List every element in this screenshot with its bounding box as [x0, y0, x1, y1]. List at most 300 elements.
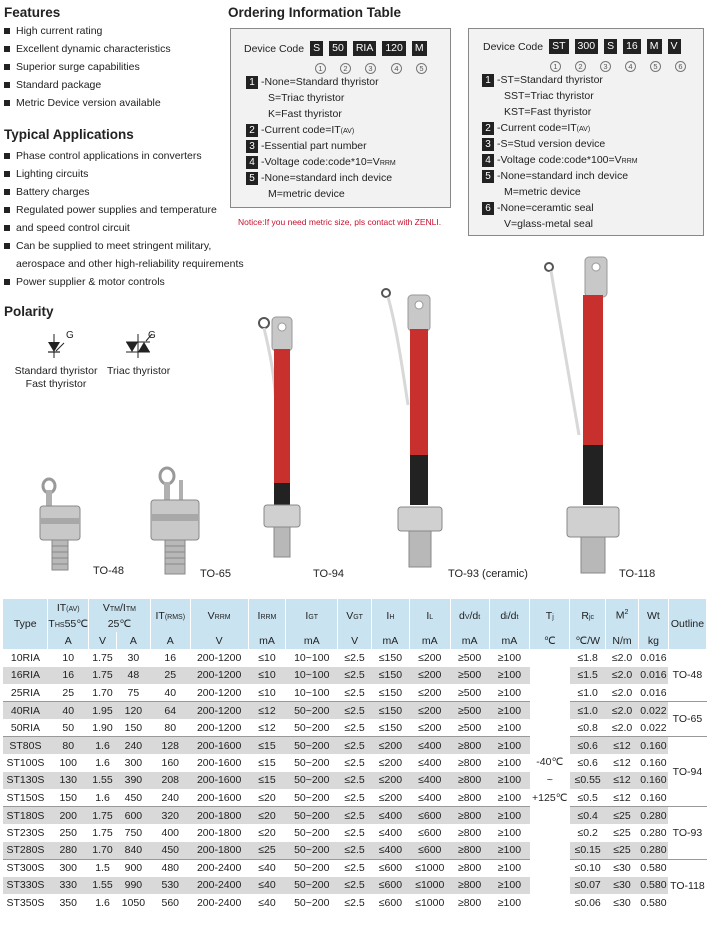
outline-cell: TO-94 [668, 737, 706, 807]
item-number: 3 [246, 140, 258, 153]
table-cell: ≤150 [372, 667, 410, 685]
table-cell: 50~200 [286, 894, 338, 912]
table-row [3, 807, 707, 825]
header-igt [286, 599, 338, 632]
table-cell: ≤40 [248, 859, 286, 877]
table-cell: ≤2.5 [338, 737, 372, 755]
table-cell: ≥500 [450, 684, 489, 702]
header-sub: RRM [260, 613, 277, 621]
table-cell: 320 [150, 807, 190, 825]
header-sub: jc [588, 613, 594, 621]
table-cell: ≤25 [606, 842, 639, 860]
table-cell: 16RIA [3, 667, 48, 685]
outline-cell: TO-93 [668, 807, 706, 860]
header-sub: RRM [214, 613, 231, 621]
ordering-item: M=metric device [504, 186, 581, 198]
table-cell: ≤2.0 [606, 667, 639, 685]
list-item: High current rating [3, 22, 171, 40]
table-cell: ≥100 [489, 737, 530, 755]
code-box: S [310, 41, 323, 56]
table-cell: 50 [48, 719, 89, 737]
table-cell: ST150S [3, 789, 48, 807]
table-cell: 80 [48, 737, 89, 755]
table-cell: 280 [48, 842, 89, 860]
package-label: TO-48 [93, 565, 124, 577]
triac-symbol-icon [122, 330, 162, 360]
unit-cell: ℃ [530, 632, 570, 649]
table-cell: ≤12 [248, 719, 286, 737]
table-cell: 40 [48, 702, 89, 720]
position-markers [315, 63, 427, 74]
device-code-label: Device Code [244, 42, 305, 55]
ordering-item: KST=Fast thyristor [504, 106, 592, 118]
table-cell: 50~200 [286, 824, 338, 842]
table-cell: 75 [116, 684, 150, 702]
table-cell: 0.160 [638, 754, 668, 772]
table-cell: ≤200 [372, 772, 410, 790]
table-cell: 450 [150, 842, 190, 860]
to-93-device-image [380, 285, 460, 575]
table-cell: ≥100 [489, 789, 530, 807]
table-cell: ≥500 [450, 649, 489, 667]
list-item: Metric Device version available [3, 94, 171, 112]
item-text: -S=Stud version device [497, 138, 606, 150]
table-cell: ≤2.5 [338, 824, 372, 842]
metric-notice: Notice:If you need metric size, pls contact with ZENLI. [238, 217, 442, 227]
table-row [3, 842, 707, 860]
item-text: -Current code=IT [497, 122, 577, 134]
table-cell: 200-2400 [190, 894, 248, 912]
header-text: I [426, 609, 430, 622]
unit-cell: mA [409, 632, 450, 649]
symbol-caption: Fast thyristor [25, 378, 87, 390]
to-48-device-image [30, 470, 90, 580]
table-cell: 0.280 [638, 842, 668, 860]
position-marker: 5 [650, 61, 661, 72]
table-cell: ≤2.5 [338, 754, 372, 772]
position-marker: 4 [625, 61, 636, 72]
item-text: -None=standard inch device [497, 170, 629, 182]
table-cell: 200-2400 [190, 859, 248, 877]
header-text: /d [469, 609, 479, 622]
header-text: IT [56, 601, 67, 614]
table-cell: 200-1800 [190, 824, 248, 842]
table-cell: 50~200 [286, 789, 338, 807]
table-cell: 0.280 [638, 824, 668, 842]
table-cell: ≤0.55 [570, 772, 606, 790]
table-cell: ≤0.6 [570, 737, 606, 755]
table-cell: ≤25 [606, 807, 639, 825]
package-label: TO-118 [619, 568, 656, 580]
position-marker: 6 [675, 61, 686, 72]
table-cell: 300 [48, 859, 89, 877]
table-cell: 0.160 [638, 772, 668, 790]
table-row [3, 789, 707, 807]
table-cell: 0.580 [638, 859, 668, 877]
table-cell: 200-1600 [190, 754, 248, 772]
table-cell: 990 [116, 877, 150, 895]
item-text: -None=ceramtic seal [497, 202, 594, 214]
device-code-line [244, 41, 433, 56]
table-cell: ST300S [3, 859, 48, 877]
header-text: T [48, 618, 55, 630]
tj-range-part: -40℃ [536, 756, 564, 769]
header-text: 55℃ [64, 618, 89, 630]
table-cell: ≤0.06 [570, 894, 606, 912]
item-subscript: RRM [379, 160, 396, 167]
polarity-heading: Polarity [4, 304, 54, 319]
table-cell: ≤15 [248, 754, 286, 772]
unit-cell: N/m [606, 632, 639, 649]
thyristor-symbol-icon [40, 330, 80, 360]
features-list [3, 22, 171, 112]
table-cell: ≤15 [248, 737, 286, 755]
table-cell: 1.75 [89, 667, 117, 685]
table-cell: ≤0.6 [570, 754, 606, 772]
ordering-item: K=Fast thyristor [268, 108, 342, 120]
header-vgt [338, 599, 372, 632]
table-cell: ≥100 [489, 667, 530, 685]
item-number: 3 [482, 138, 494, 151]
table-cell: ≤0.15 [570, 842, 606, 860]
table-cell: ≤2.5 [338, 894, 372, 912]
unit-cell: V [190, 632, 248, 649]
item-number: 5 [246, 172, 258, 185]
table-cell: ≤12 [248, 702, 286, 720]
header-text: /I [120, 601, 126, 614]
table-cell: 750 [116, 824, 150, 842]
table-cell: ≤2.5 [338, 807, 372, 825]
table-cell: 600 [116, 807, 150, 825]
table-cell: 10~100 [286, 684, 338, 702]
table-cell: 200-1200 [190, 684, 248, 702]
table-cell: ST80S [3, 737, 48, 755]
junction-temperature-range [530, 649, 570, 912]
table-cell: 200-1200 [190, 719, 248, 737]
table-cell: ≤200 [372, 754, 410, 772]
table-cell: 530 [150, 877, 190, 895]
table-cell: 1.70 [89, 842, 117, 860]
table-cell: 1.6 [89, 894, 117, 912]
table-cell: ≤2.0 [606, 719, 639, 737]
header-text: I [305, 609, 309, 622]
table-cell: 64 [150, 702, 190, 720]
table-cell: ≥100 [489, 772, 530, 790]
table-cell: 16 [48, 667, 89, 685]
table-cell: ≤30 [606, 877, 639, 895]
header-didt [489, 599, 530, 632]
table-cell: 200 [48, 807, 89, 825]
table-cell: ≤2.5 [338, 877, 372, 895]
table-cell: ≥800 [450, 789, 489, 807]
header-text: I [386, 609, 390, 622]
table-cell: 48 [116, 667, 150, 685]
table-cell: 208 [150, 772, 190, 790]
table-cell: ≤25 [606, 824, 639, 842]
item-subscript: (AV) [576, 126, 591, 133]
table-cell: ≤12 [606, 789, 639, 807]
table-row [3, 737, 707, 755]
header-sub: (RMS) [164, 613, 186, 621]
table-cell: ≤0.2 [570, 824, 606, 842]
item-number: 1 [246, 76, 258, 89]
table-cell: 50~200 [286, 842, 338, 860]
table-cell: ≤2.0 [606, 684, 639, 702]
table-cell: ≥100 [489, 684, 530, 702]
table-cell: ≥500 [450, 719, 489, 737]
item-text: -None=standard inch device [261, 172, 393, 184]
table-cell: ≤200 [409, 667, 450, 685]
table-cell: ≥100 [489, 649, 530, 667]
table-cell: 150 [116, 719, 150, 737]
table-cell: 25RIA [3, 684, 48, 702]
header-sub: L [429, 613, 434, 621]
header-text: d [458, 609, 465, 622]
table-row [3, 719, 707, 737]
table-cell: ≥100 [489, 877, 530, 895]
header-outline: Outline [668, 599, 706, 649]
unit-cell: mA [372, 632, 410, 649]
header-ths-condition [48, 616, 89, 632]
table-row [3, 772, 707, 790]
table-cell: 1.70 [89, 684, 117, 702]
list-item: Battery charges [3, 183, 244, 201]
unit-cell: A [48, 632, 89, 649]
table-cell: ≥800 [450, 877, 489, 895]
table-cell: ≥800 [450, 754, 489, 772]
table-cell: ≤2.5 [338, 789, 372, 807]
item-number: 4 [482, 154, 494, 167]
item-number: 2 [246, 124, 258, 137]
table-row [3, 894, 707, 912]
table-cell: ≤25 [248, 842, 286, 860]
table-cell: 200-1200 [190, 649, 248, 667]
table-row [3, 649, 707, 667]
table-cell: 40 [150, 684, 190, 702]
table-cell: 25 [150, 667, 190, 685]
table-cell: ≤30 [606, 894, 639, 912]
header-irrm [248, 599, 286, 632]
item-number: 1 [482, 74, 494, 87]
table-cell: 160 [150, 754, 190, 772]
ordering-item: M=metric device [268, 188, 345, 200]
table-cell: 200-2400 [190, 877, 248, 895]
table-cell: ≤600 [409, 807, 450, 825]
table-cell: ≤400 [409, 754, 450, 772]
header-m2: $M^2$ [606, 599, 639, 632]
item-number: 6 [482, 202, 494, 215]
table-cell: ≥800 [450, 894, 489, 912]
table-cell: 0.580 [638, 894, 668, 912]
table-cell: 50~200 [286, 719, 338, 737]
table-cell: 200-1200 [190, 667, 248, 685]
table-row [3, 684, 707, 702]
table-cell: ≤200 [409, 702, 450, 720]
table-cell: 200-1800 [190, 842, 248, 860]
list-item: Power supplier & motor controls [3, 273, 244, 291]
unit-cell: ℃/W [570, 632, 606, 649]
table-cell: ≤1000 [409, 877, 450, 895]
header-rjc [570, 599, 606, 632]
code-box: 50 [329, 41, 347, 56]
to-65-device-image [145, 462, 205, 582]
table-cell: 1.55 [89, 772, 117, 790]
table-cell: 900 [116, 859, 150, 877]
code-box: V [668, 39, 681, 54]
table-cell: 200-1600 [190, 772, 248, 790]
item-subscript: RRM [621, 158, 638, 165]
header-sub: i [506, 613, 508, 621]
table-cell: ≤200 [409, 684, 450, 702]
table-cell: 25 [48, 684, 89, 702]
table-cell: ≥100 [489, 754, 530, 772]
ordering-item [246, 138, 367, 154]
position-marker: 1 [550, 61, 561, 72]
table-cell: ≤40 [248, 877, 286, 895]
table-cell: 1.95 [89, 702, 117, 720]
header-sub: TM [109, 605, 121, 613]
table-cell: 50RIA [3, 719, 48, 737]
table-cell: ≤2.5 [338, 667, 372, 685]
table-cell: 350 [48, 894, 89, 912]
table-cell: 330 [48, 877, 89, 895]
unit-cell: kg [638, 632, 668, 649]
list-item: Superior surge capabilities [3, 58, 171, 76]
table-cell: 840 [116, 842, 150, 860]
device-code-label: Device Code [483, 40, 544, 53]
table-cell: ≤200 [409, 719, 450, 737]
table-cell: ≥100 [489, 824, 530, 842]
table-row [3, 859, 707, 877]
table-cell: ≤30 [606, 859, 639, 877]
table-cell: 150 [48, 789, 89, 807]
table-cell: 1050 [116, 894, 150, 912]
position-marker: 3 [365, 63, 376, 74]
table-row [3, 702, 707, 720]
outline-cell: TO-48 [668, 649, 706, 702]
header-text: V [346, 609, 354, 622]
table-cell: ≤20 [248, 807, 286, 825]
table-cell: 50~200 [286, 859, 338, 877]
table-cell: 40RIA [3, 702, 48, 720]
table-cell: ≤15 [248, 772, 286, 790]
table-cell: 400 [150, 824, 190, 842]
table-cell: 0.016 [638, 649, 668, 667]
list-item: Can be supplied to meet stringent military, [3, 237, 244, 255]
code-box: RIA [353, 41, 377, 56]
table-cell: ST130S [3, 772, 48, 790]
table-cell: 1.5 [89, 859, 117, 877]
code-box: 300 [575, 39, 599, 54]
ordering-item [482, 200, 594, 216]
table-cell: 30 [116, 649, 150, 667]
table-cell: ≥100 [489, 807, 530, 825]
table-cell: 120 [116, 702, 150, 720]
position-marker: 1 [315, 63, 326, 74]
table-cell: ≤12 [606, 737, 639, 755]
table-cell: ≤600 [409, 842, 450, 860]
header-text: I [257, 609, 261, 622]
table-cell: 560 [150, 894, 190, 912]
table-cell: ≤2.5 [338, 702, 372, 720]
header-sub: t [478, 613, 481, 621]
table-cell: ≥800 [450, 824, 489, 842]
unit-cell: mA [286, 632, 338, 649]
table-cell: ≤2.0 [606, 649, 639, 667]
code-box: 120 [382, 41, 406, 56]
unit-cell: mA [248, 632, 286, 649]
table-cell: ST280S [3, 842, 48, 860]
spec-table-body [3, 649, 707, 912]
header-text: M [615, 609, 625, 622]
applications-list [3, 147, 244, 291]
header-25c-condition: 25℃ [89, 616, 151, 632]
table-cell: 10~100 [286, 667, 338, 685]
symbol-caption: Standard thyristor [14, 365, 98, 377]
table-cell: 1.90 [89, 719, 117, 737]
outline-cell: TO-118 [668, 859, 706, 912]
table-cell: ≤150 [372, 649, 410, 667]
table-cell: ≤10 [248, 684, 286, 702]
table-cell: ≤2.5 [338, 859, 372, 877]
table-cell: ≥100 [489, 702, 530, 720]
table-cell: ≥800 [450, 859, 489, 877]
table-cell: 50~200 [286, 807, 338, 825]
table-cell: ≥100 [489, 842, 530, 860]
list-item: and speed control circuit [3, 219, 244, 237]
table-cell: 0.022 [638, 702, 668, 720]
header-dvdt [450, 599, 489, 632]
item-text: -Voltage code:code*100=V [497, 154, 622, 166]
unit-cell: mA [489, 632, 530, 649]
table-cell: ≤0.07 [570, 877, 606, 895]
table-cell: ≤12 [606, 754, 639, 772]
code-box: M [647, 39, 662, 54]
table-cell: 10~100 [286, 649, 338, 667]
table-cell: ≤600 [372, 877, 410, 895]
table-cell: ≤2.0 [606, 702, 639, 720]
table-cell: 200-1600 [190, 789, 248, 807]
table-cell: 250 [48, 824, 89, 842]
unit-cell: A [116, 632, 150, 649]
position-markers [550, 61, 686, 72]
header-sub: H [389, 613, 395, 621]
table-cell: ≤12 [606, 772, 639, 790]
table-cell: ≤200 [372, 737, 410, 755]
table-cell: 0.160 [638, 789, 668, 807]
gate-label: G [148, 330, 156, 341]
table-cell: 50~200 [286, 754, 338, 772]
table-cell: ST350S [3, 894, 48, 912]
table-cell: ≥800 [450, 772, 489, 790]
table-cell: 1.6 [89, 754, 117, 772]
gate-label: G [66, 330, 74, 341]
table-cell: 390 [116, 772, 150, 790]
position-marker: 2 [340, 63, 351, 74]
table-cell: ≥100 [489, 894, 530, 912]
table-cell: ≤400 [409, 789, 450, 807]
table-cell: 16 [150, 649, 190, 667]
header-text: IT [155, 609, 165, 622]
table-cell: ≤150 [372, 684, 410, 702]
header-il [409, 599, 450, 632]
table-cell: 10RIA [3, 649, 48, 667]
header-sub: t [516, 613, 519, 621]
list-item: Regulated power supplies and temperature [3, 201, 244, 219]
table-cell: ≥800 [450, 807, 489, 825]
item-text: -None=Standard thyristor [261, 76, 379, 88]
header-text: V [102, 601, 110, 614]
